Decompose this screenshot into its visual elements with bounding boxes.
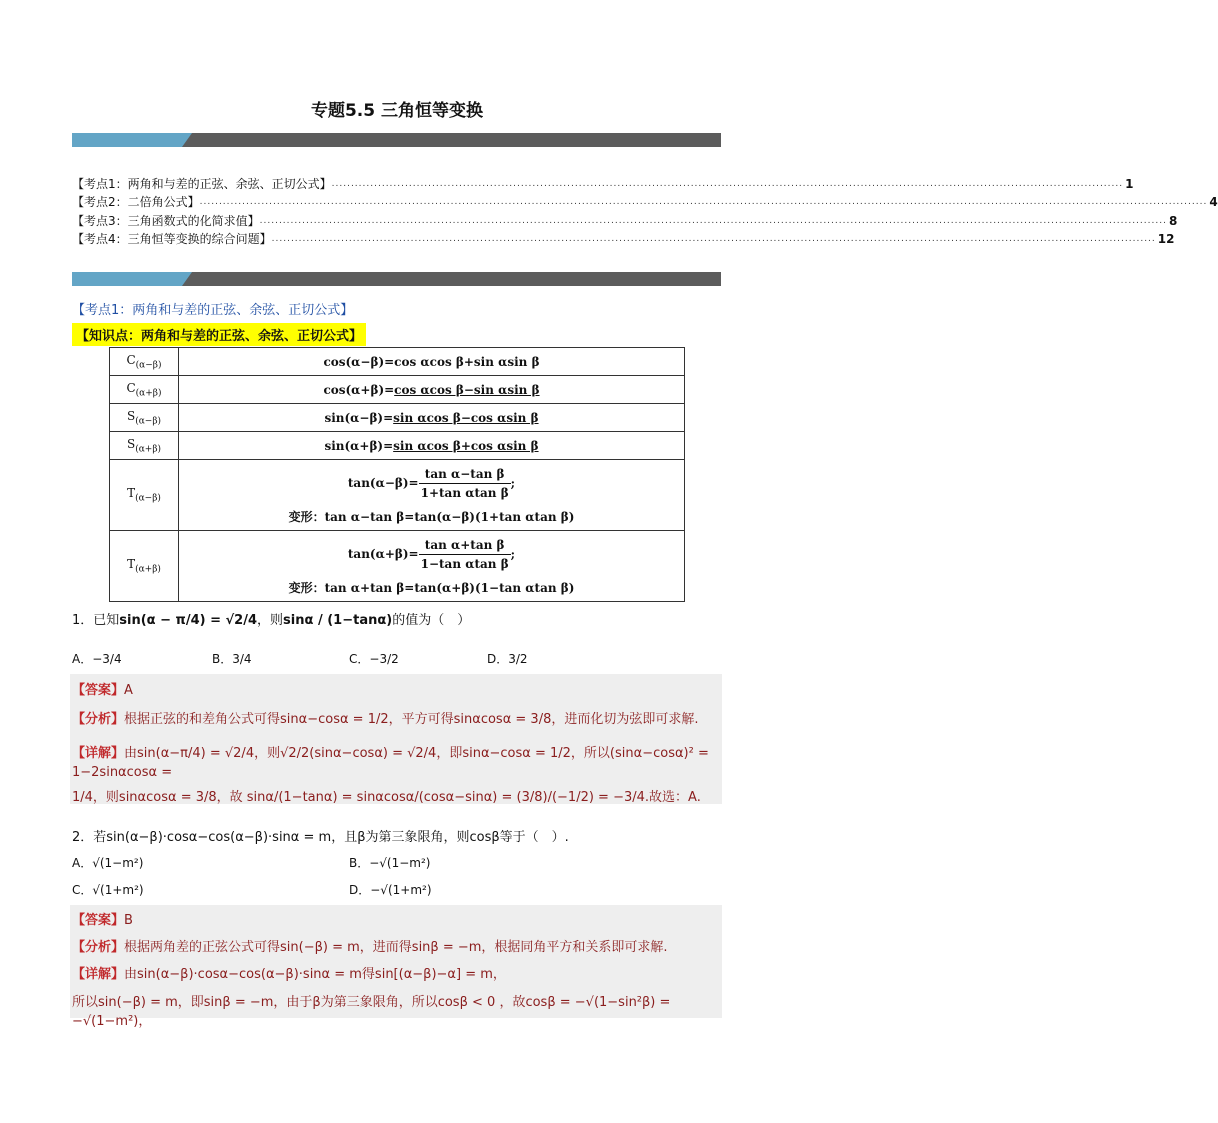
question-1-stem: 1．已知sin(α − π/4) = √2/4，则sinα / (1−tanα)的值为（ ） <box>72 613 471 628</box>
q2-detail-line-2: 所以sin(−β) = m，即sinβ = −m，由于β为第三象限角，所以cosβ < 0 ，故cosβ = −√(1−sin²β) = −√(1−m²)， <box>72 995 671 1029</box>
formula-t-plus: tan(α+β)= $\frac{\text{tan α+tan β}}{\text{1−tan αtan β}}$ ; 变形：tan α+tan β=tan(α+β)(1−tan αtan β) <box>179 531 685 602</box>
q1-answer: 【答案】A <box>72 683 133 698</box>
formula-t-plus-variant: 变形：tan α+tan β=tan(α+β)(1−tan αtan β) <box>288 580 575 595</box>
section-heading: 【考点1：两角和与差的正弦、余弦、正切公式】 <box>72 303 354 318</box>
toc-entry-2[interactable]: 【考点2：二倍角公式】 ..................................................................................................................................................................................................................................................................... 4 <box>72 195 1218 209</box>
section-divider-bar <box>72 272 721 286</box>
header-divider-bar <box>72 133 721 147</box>
formula-row-c-plus: $C_{(\alpha+\beta)}$ cos(α+β)=cos αcos β−sin αsin β <box>110 376 685 404</box>
formula-row-c-minus: $C_{(\alpha-\beta)}$ cos(α−β)=cos αcos β+sin αsin β <box>110 348 685 376</box>
bar-main <box>182 133 721 147</box>
q1-analysis: 【分析】根据正弦的和差角公式可得sinα−cosα = 1/2，平方可得sinαcosα = 3/8，进而化切为弦即可求解. <box>72 712 699 727</box>
bar-main <box>182 272 721 286</box>
toc-entry-4[interactable]: 【考点4：三角恒等变换的综合问题】 ..................................................................................................................................................................................................................................... 12 <box>72 232 1175 246</box>
q1-option-c[interactable]: C．−3/2 <box>349 652 399 666</box>
q2-option-a[interactable]: A．√(1−m²) <box>72 856 144 870</box>
q1-solution-block <box>70 674 722 804</box>
q2-detail-line-1: 【详解】由sin(α−β)·cosα−cos(α−β)·sinα = m得sin[(α−β)−α] = m， <box>72 967 506 982</box>
formula-c-minus: cos(α−β)=cos αcos β+sin αsin β <box>179 348 685 376</box>
q2-option-c[interactable]: C．√(1+m²) <box>72 883 144 897</box>
q1-detail-line-1: 【详解】由sin(α−π/4) = √2/4，则√2/2(sinα−cosα) = √2/4，即sinα−cosα = 1/2，所以(sinα−cosα)² = 1−2sinαcosα = <box>72 746 709 780</box>
bar-accent <box>72 133 192 147</box>
q1-option-a[interactable]: A．−3/4 <box>72 652 122 666</box>
q2-answer: 【答案】B <box>72 913 133 928</box>
toc-entry-1[interactable]: 【考点1：两角和与差的正弦、余弦、正切公式】 ............................................................................................................................................................................................................. 1 <box>72 177 1134 191</box>
q2-option-b[interactable]: B．−√(1−m²) <box>349 856 431 870</box>
formula-row-t-minus: $T_{(\alpha-\beta)}$ tan(α−β)= $\frac{\text{tan α−tan β}}{\text{1+tan αtan β}}$ ; 变形：tan α−tan β=tan(α−β)(1+tan αtan β) <box>110 460 685 531</box>
q1-option-d[interactable]: D．3/2 <box>487 652 528 666</box>
formula-row-s-plus: $S_{(\alpha+\beta)}$ sin(α+β)=sin αcos β+cos αsin β <box>110 432 685 460</box>
formula-t-minus: tan(α−β)= $\frac{\text{tan α−tan β}}{\text{1+tan αtan β}}$ ; 变形：tan α−tan β=tan(α−β)(1+tan αtan β) <box>179 460 685 531</box>
q2-option-d[interactable]: D．−√(1+m²) <box>349 883 432 897</box>
bar-accent <box>72 272 192 286</box>
formula-s-plus: sin(α+β)=sin αcos β+cos αsin β <box>179 432 685 460</box>
formula-s-minus: sin(α−β)=sin αcos β−cos αsin β <box>179 404 685 432</box>
knowledge-point-label: 【知识点：两角和与差的正弦、余弦、正切公式】 <box>72 323 366 346</box>
toc-entry-3[interactable]: 【考点3：三角函数式的化简求值】 ........................................................................................................................................................................................................................................... 8 <box>72 214 1178 228</box>
formula-t-minus-variant: 变形：tan α−tan β=tan(α−β)(1+tan αtan β) <box>288 509 575 524</box>
formula-row-t-plus: $T_{(\alpha+\beta)}$ tan(α+β)= $\frac{\text{tan α+tan β}}{\text{1−tan αtan β}}$ ; 变形：tan α+tan β=tan(α+β)(1−tan αtan β) <box>110 531 685 602</box>
formula-table <box>109 347 685 602</box>
question-2-stem: 2．若sin(α−β)·cosα−cos(α−β)·sinα = m，且β为第三象限角，则cosβ等于（ ）. <box>72 830 569 845</box>
page-title: 专题5.5 三角恒等变换 <box>310 101 484 121</box>
formula-c-plus: cos(α+β)=cos αcos β−sin αsin β <box>179 376 685 404</box>
q1-option-b[interactable]: B．3/4 <box>212 652 252 666</box>
formula-row-s-minus: $S_{(\alpha-\beta)}$ sin(α−β)=sin αcos β−cos αsin β <box>110 404 685 432</box>
q1-detail-line-2: 1/4，则sinαcosα = 3/8，故 sinα/(1−tanα) = sinαcosα/(cosα−sinα) = (3/8)/(−1/2) = −3/4.故选：A. <box>72 790 701 805</box>
q2-analysis: 【分析】根据两角差的正弦公式可得sin(−β) = m，进而得sinβ = −m，根据同角平方和关系即可求解. <box>72 940 668 955</box>
